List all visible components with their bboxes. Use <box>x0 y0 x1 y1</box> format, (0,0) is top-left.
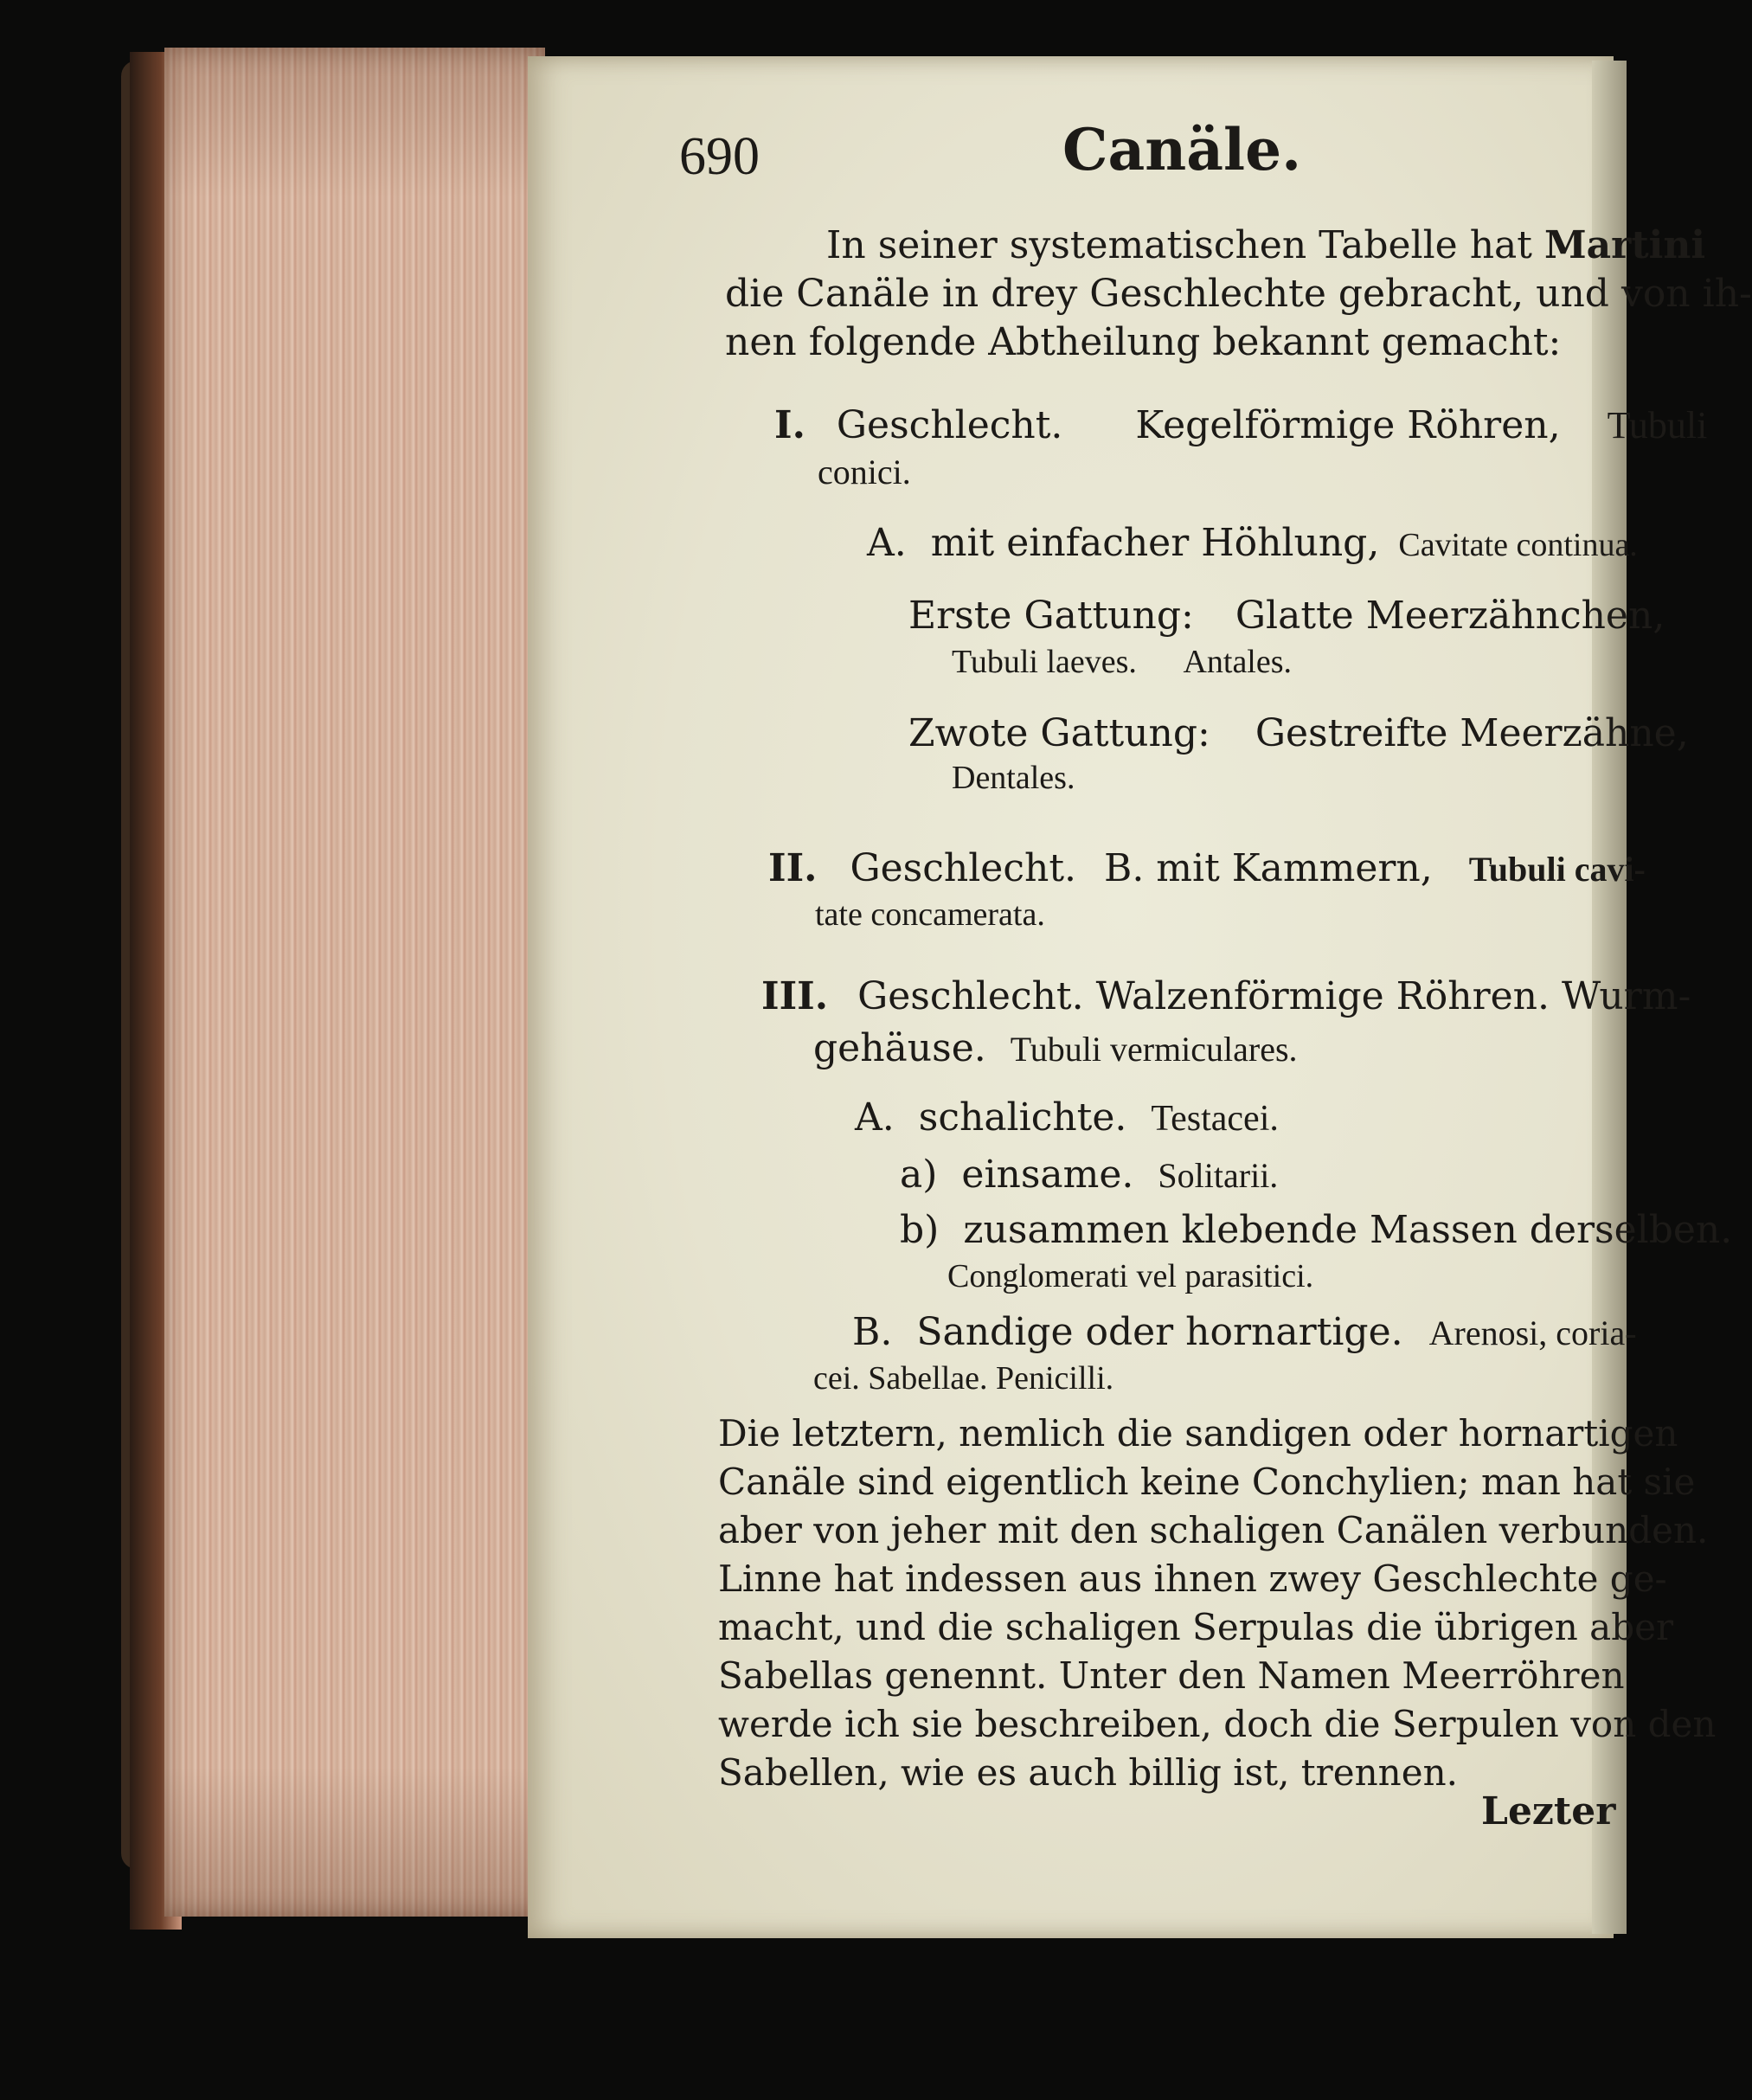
section-1-A-mark: A. <box>867 521 907 565</box>
section-3-line-2-text: gehäuse. <box>813 1026 986 1070</box>
catchword: Lezter <box>1481 1789 1616 1833</box>
section-3-a <box>900 1153 1279 1197</box>
gattung-1-line-2 <box>952 645 1292 678</box>
section-3-text: Geschlecht. Walzenförmige Röhren. Wurm- <box>857 974 1691 1018</box>
intro-line-2: die Canäle in drey Geschlechte gebracht, und von ih- <box>725 272 1752 316</box>
intro-line-1-text: In seiner systematischen Tabelle hat <box>826 223 1544 267</box>
closing-line-3: aber von jeher mit den schaligen Canälen verbunden. <box>718 1509 1709 1551</box>
section-1-A <box>867 521 1638 565</box>
section-3-b-line-2: Conglomerati vel parasitici. <box>947 1258 1314 1294</box>
section-1-A-latin: Cavitate continua. <box>1398 527 1638 563</box>
closing-line-6: Sabellas genennt. Unter den Namen Meerröhren <box>718 1654 1625 1697</box>
section-3-A-text: schalichte. <box>918 1095 1127 1140</box>
gattung-1-latin-b: Antales. <box>1183 644 1293 680</box>
section-2-line-1 <box>768 846 1646 890</box>
gattung-1-latin-a: Tubuli laeves. <box>952 644 1137 680</box>
section-3-A <box>855 1095 1279 1140</box>
section-3-b-text: zusammen klebende Massen derselben. <box>963 1208 1733 1252</box>
closing-line-7: werde ich sie beschreiben, doch die Serpulen von den <box>718 1703 1717 1745</box>
page-number: 690 <box>679 127 760 186</box>
intro-line-1 <box>826 223 1706 267</box>
section-2-text: B. mit Kammern, <box>1104 846 1433 890</box>
section-3-A-latin: Testacei. <box>1151 1099 1279 1139</box>
section-3-B-text: Sandige oder hornartige. <box>916 1310 1403 1354</box>
section-3-line-1 <box>761 974 1691 1018</box>
section-3-B-line-1 <box>852 1310 1637 1354</box>
gattung-2-text: Gestreifte Meerzähne, <box>1255 711 1689 755</box>
section-3-numeral: III. <box>761 974 829 1018</box>
section-3-latin: Tubuli vermiculares. <box>1010 1030 1298 1069</box>
closing-line-4: Linne hat indessen aus ihnen zwey Geschlechte ge- <box>718 1557 1667 1600</box>
section-3-B-mark: B. <box>852 1310 893 1354</box>
section-3-a-latin: Solitarii. <box>1158 1156 1279 1195</box>
section-1-line-2: conici. <box>818 453 911 491</box>
section-3-a-mark: a) <box>900 1153 938 1197</box>
section-3-a-text: einsame. <box>961 1153 1134 1197</box>
section-3-B-latin: Arenosi, coria- <box>1428 1313 1637 1352</box>
section-2-numeral: II. <box>768 846 818 890</box>
section-2-latin: Tubuli cavi- <box>1468 850 1646 889</box>
section-1-numeral: I. <box>774 403 805 447</box>
closing-line-1: Die letztern, nemlich die sandigen oder hornartigen <box>718 1412 1678 1455</box>
gattung-2-line-2: Dentales. <box>952 760 1075 796</box>
section-1-text: Kegelförmige Röhren, <box>1135 403 1561 447</box>
page-title: Canäle. <box>1062 116 1302 183</box>
gattung-1-line-1 <box>908 594 1665 638</box>
section-1-latin: Tubuli <box>1607 404 1708 446</box>
gattung-2-label: Zwote Gattung: <box>908 711 1210 755</box>
section-3-line-2 <box>813 1026 1298 1070</box>
section-3-B-line-2: cei. Sabellae. Penicilli. <box>813 1360 1114 1397</box>
section-2-label: Geschlecht. <box>850 846 1076 890</box>
section-2-line-2: tate concamerata. <box>815 896 1045 933</box>
intro-line-3: nen folgende Abtheilung bekannt gemacht: <box>725 320 1562 364</box>
section-1-label: Geschlecht. <box>836 403 1063 447</box>
closing-line-8: Sabellen, wie es auch billig ist, trennen. <box>718 1751 1458 1794</box>
closing-line-5: macht, und die schaligen Serpulas die übrigen aber <box>718 1606 1674 1648</box>
author-martini: Martini <box>1543 223 1706 267</box>
gattung-1-label: Erste Gattung: <box>908 594 1194 638</box>
gattung-2-line-1 <box>908 711 1689 755</box>
section-3-b-mark: b) <box>900 1208 940 1252</box>
page-edges <box>164 48 545 1917</box>
section-3-A-mark: A. <box>855 1095 895 1140</box>
section-1-A-text: mit einfacher Höhlung, <box>930 521 1380 565</box>
section-3-b-line-1 <box>900 1208 1733 1252</box>
gattung-1-text: Glatte Meerzähnchen, <box>1235 594 1665 638</box>
closing-line-2: Canäle sind eigentlich keine Conchylien; man hat sie <box>718 1461 1696 1503</box>
section-1-line-1 <box>774 403 1708 447</box>
